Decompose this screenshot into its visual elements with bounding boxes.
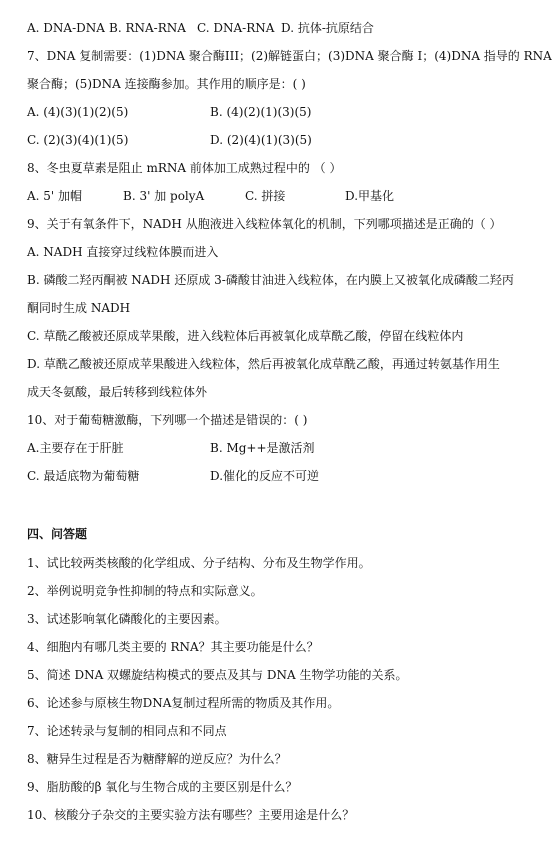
q8-option-b: B. 3' 加 polyA [123,189,205,203]
q10-option-b: B. Mg++是激活剂 [210,441,315,455]
essay-question-8: 8、糖异生过程是否为糖酵解的逆反应？为什么？ [27,752,287,766]
option-b: B. RNA-RNA [109,21,186,35]
q10-stem: 10、对于葡萄糖激酶，下列哪一个描述是错误的：( ) [27,413,308,427]
q9-option-b-line2: 酮同时生成 NADH [27,301,131,315]
essay-question-3: 3、试述影响氧化磷酸化的主要因素。 [27,612,227,626]
q10-options-row2 [27,468,540,484]
essay-question-7: 7、论述转录与复制的相同点和不同点 [27,724,227,738]
prev-question-options [27,20,540,36]
q8-options [27,188,540,204]
q7-options-row2 [27,132,540,148]
option-d: D. 抗体-抗原结合 [281,21,374,35]
essay-question-9: 9、脂肪酸的β 氧化与生物合成的主要区别是什么？ [27,780,298,794]
q7-option-b: B. (4)(2)(1)(3)(5) [210,105,312,119]
q9-option-d-line1: D. 草酰乙酸被还原成苹果酸进入线粒体，然后再被氧化成草酰乙酸，再通过转氨基作用生 [27,357,500,371]
q9-option-b-line1: B. 磷酸二羟丙酮被 NADH 还原成 3-磷酸甘油进入线粒体，在内膜上又被氧化成磷酸二羟丙 [27,273,514,287]
essay-question-1: 1、试比较两类核酸的化学组成、分子结构、分布及生物学作用。 [27,556,371,570]
q7-option-d: D. (2)(4)(1)(3)(5) [210,133,312,147]
q9-stem: 9、关于有氧条件下，NADH 从胞液进入线粒体氧化的机制，下列哪项描述是正确的（ ） [27,217,502,231]
section-title: 四、问答题 [27,527,88,541]
q9-option-c: C. 草酰乙酸被还原成苹果酸，进入线粒体后再被氧化成草酰乙酸，停留在线粒体内 [27,329,464,343]
q8-option-d: D.甲基化 [345,189,395,203]
essay-question-2: 2、举例说明竞争性抑制的特点和实际意义。 [27,584,263,598]
q9-option-d-line2: 成天冬氨酸，最后转移到线粒体外 [27,385,208,399]
q9-option-a: A. NADH 直接穿过线粒体膜而进入 [27,245,219,259]
q10-options-row1 [27,440,540,456]
q10-option-a: A.主要存在于肝脏 [27,441,124,455]
option-a: A. DNA-DNA [27,21,105,35]
q7-stem-line2: 聚合酶；(5)DNA 连接酶参加。其作用的顺序是：( ) [27,77,306,91]
q7-options-row1 [27,104,540,120]
q7-stem-line1: 7、DNA 复制需要：(1)DNA 聚合酶III；(2)解链蛋白；(3)DNA 聚合酶 I；(4)DNA 指导的 RNA [27,49,552,63]
q10-option-d: D.催化的反应不可逆 [210,469,320,483]
essay-question-5: 5、简述 DNA 双螺旋结构模式的要点及其与 DNA 生物学功能的关系。 [27,668,408,682]
q10-option-c: C. 最适底物为葡萄糖 [27,469,140,483]
q8-stem: 8、冬虫夏草素是阻止 mRNA 前体加工成熟过程中的 （ ） [27,161,342,175]
q8-option-c: C. 拼接 [245,189,286,203]
q7-option-c: C. (2)(3)(4)(1)(5) [27,133,129,147]
essay-question-10: 10、核酸分子杂交的主要实验方法有哪些？主要用途是什么？ [27,808,355,822]
option-c: C. DNA-RNA [197,21,275,35]
q8-option-a: A. 5' 加帽 [27,189,83,203]
q7-option-a: A. (4)(3)(1)(2)(5) [27,105,129,119]
essay-question-4: 4、细胞内有哪几类主要的 RNA？其主要功能是什么？ [27,640,319,654]
essay-question-6: 6、论述参与原核生物DNA复制过程所需的物质及其作用。 [27,696,340,710]
